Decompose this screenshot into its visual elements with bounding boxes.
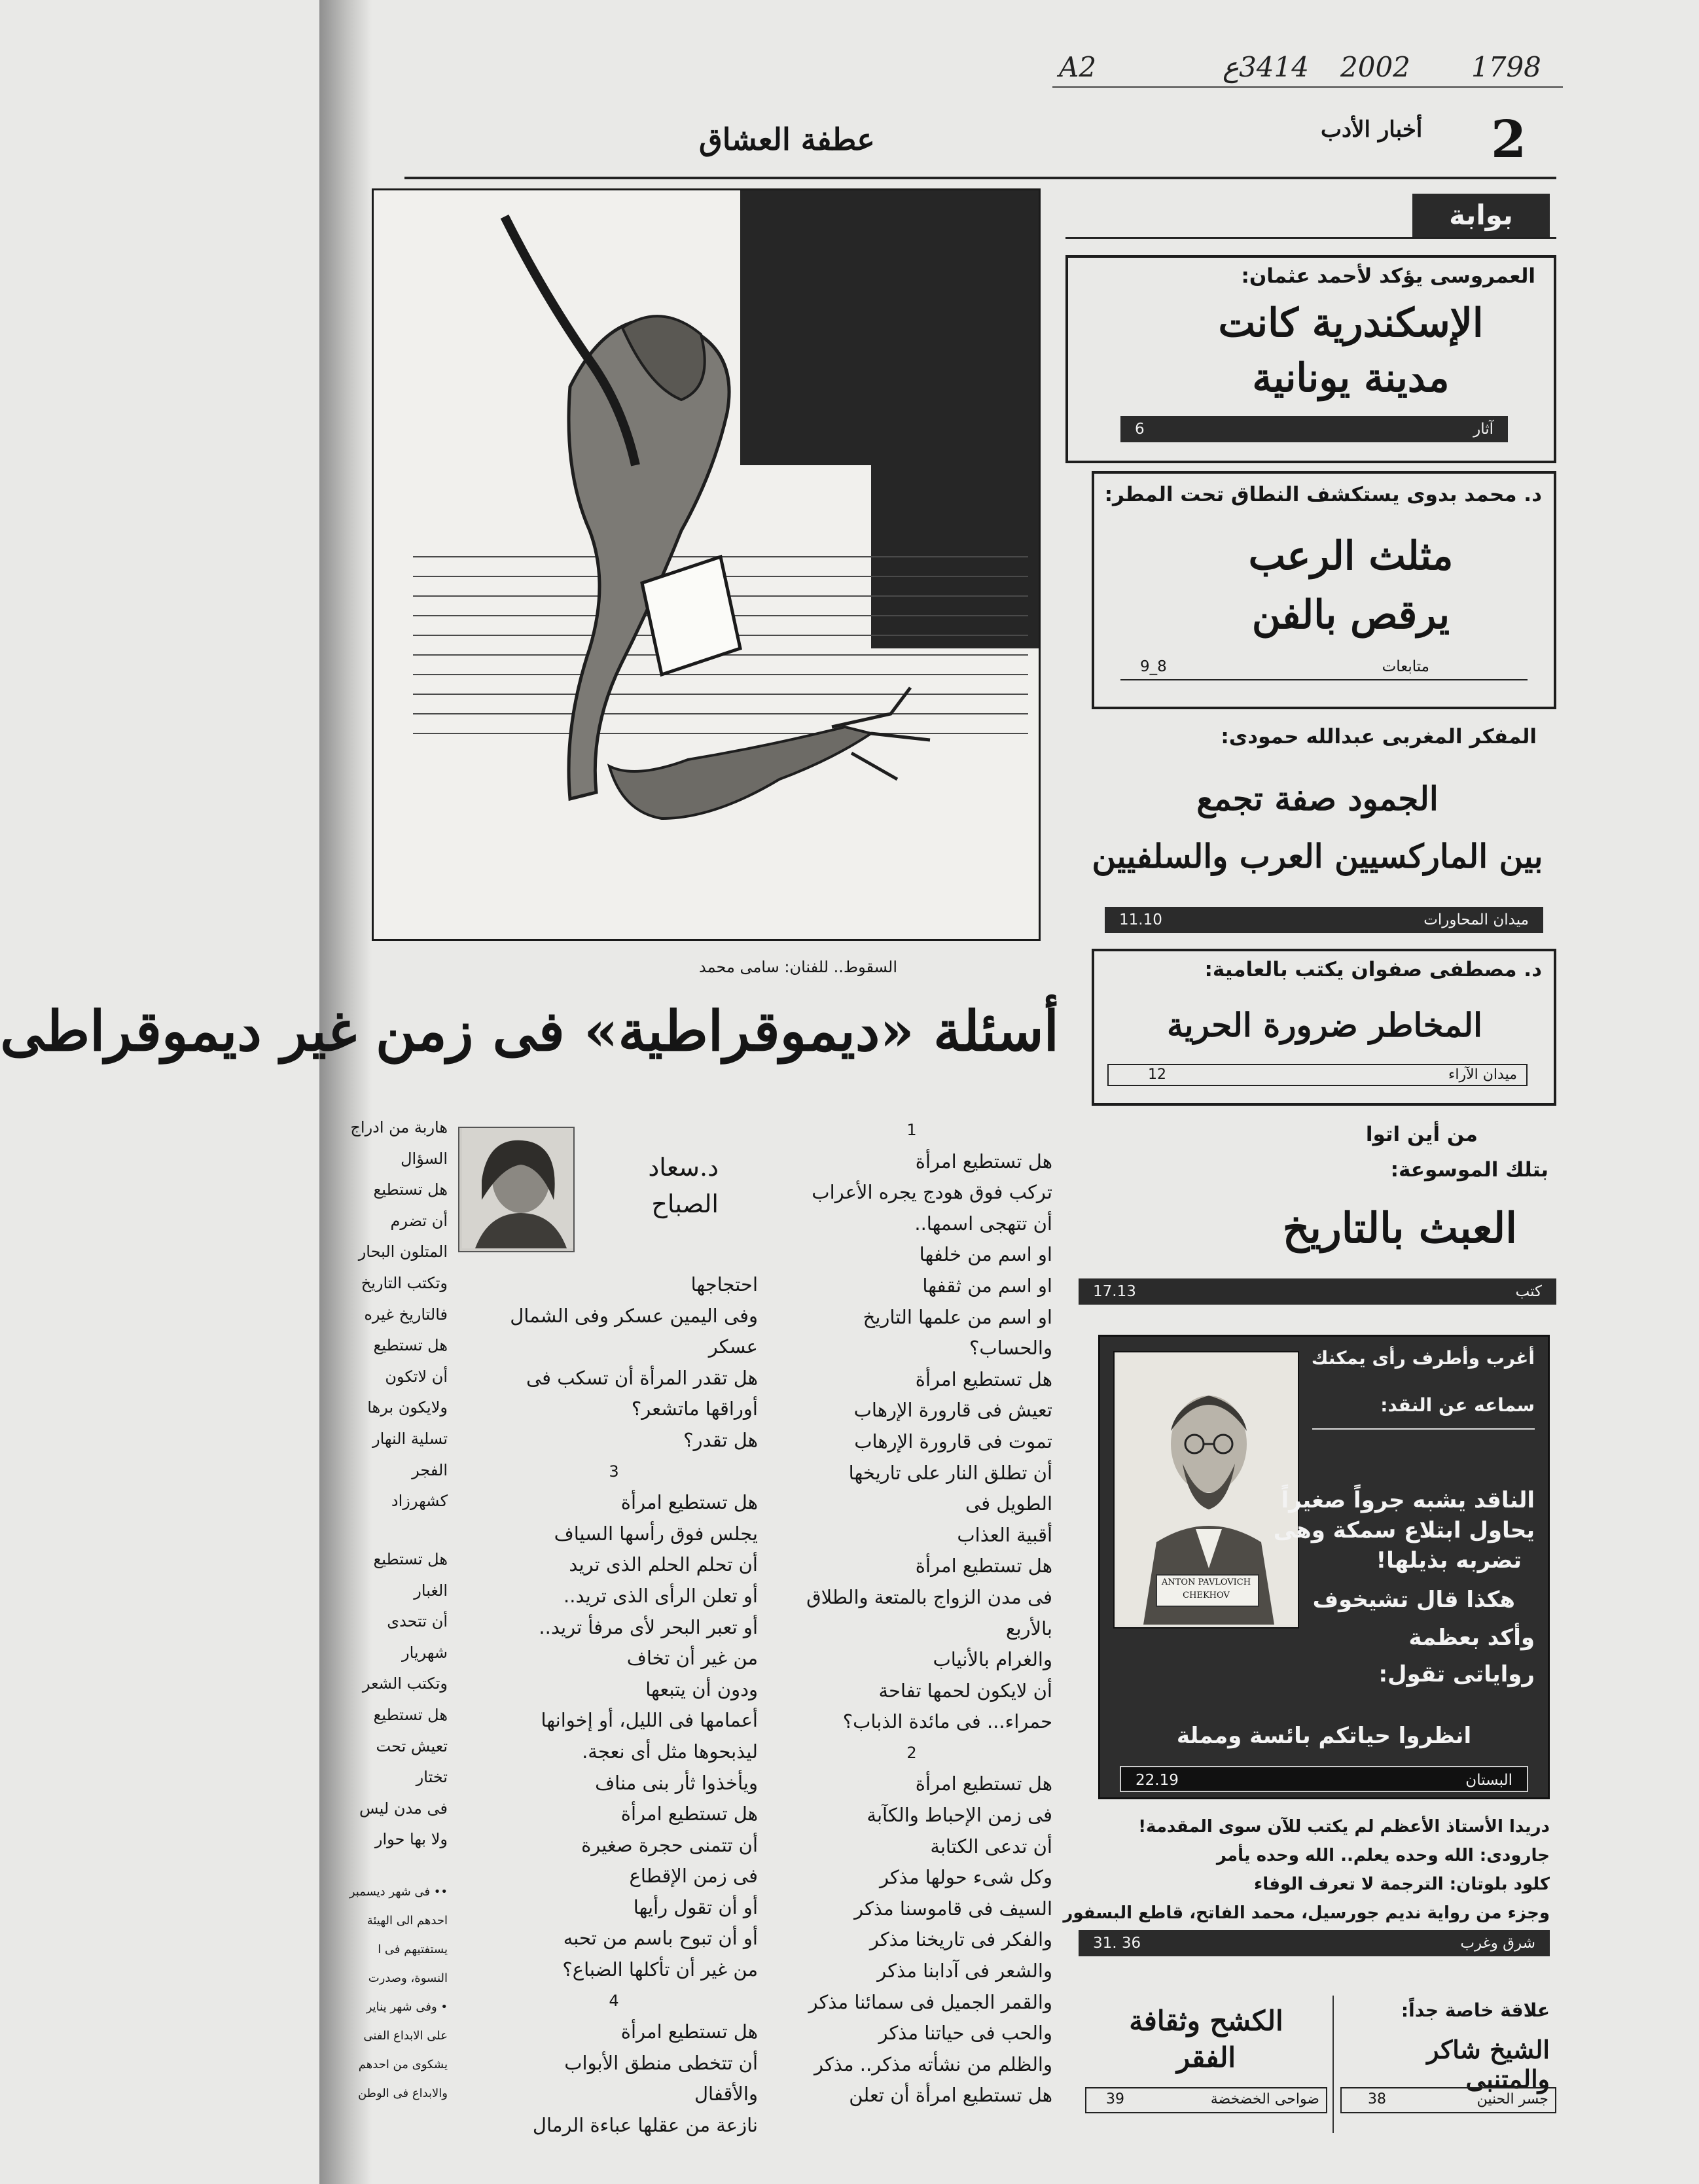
note-line: والابداع فى الوطن [357, 2087, 448, 2100]
article-title-clip [0, 995, 1059, 1080]
poem-line: أن تطلق النار على تاريخها [848, 1461, 1052, 1484]
story-kicker-2: بتلك الموسوعة: [1390, 1158, 1548, 1182]
poem-line: هل تستطيع [373, 1705, 448, 1724]
story-page: 38 [1368, 2091, 1386, 2107]
poem-line: بالأربع [1006, 1617, 1052, 1640]
poem-line: وتكتب التاريخ [361, 1273, 448, 1292]
promo-closing: انظروا حياتكم بائسة ومملة [1176, 1723, 1472, 1749]
poem-line: او اسم من خلفها [919, 1243, 1052, 1266]
note-line: يشكوى من احدهم [358, 2058, 448, 2071]
promo-quote-1: الناقد يشبه جرواً صغيراً [1281, 1487, 1535, 1513]
promo-line-2: سماعه عن النقد: [1380, 1394, 1535, 1416]
poem-line: يجلس فوق رأسها السياف [554, 1522, 758, 1545]
promo-page-bar [1120, 1766, 1528, 1792]
promo-line-1: أغرب وأطرف رأى يمكنك [1311, 1347, 1535, 1369]
poem-line: 4 [609, 1991, 619, 2010]
poem-line: والفكر فى تاريخنا مذكر [869, 1928, 1052, 1951]
poem-line: أو أن تبوح باسم من تحبه [563, 1927, 758, 1950]
portal-label: بوابة [1412, 194, 1550, 237]
story-box-safouan[interactable] [1092, 949, 1556, 1106]
story-page: 11.10 [1119, 911, 1162, 928]
poem-line: والشعر فى آدابنا مذكر [877, 1960, 1052, 1982]
poem-line: السيف فى قاموسنا مذكر [854, 1897, 1052, 1920]
portal-rule [1065, 237, 1556, 239]
poem-line: هل تستطيع [373, 1550, 448, 1568]
story-page: 8_9 [1140, 658, 1167, 675]
story-headline: الشيخ شاكر والمتنبى [1427, 2035, 1550, 2094]
teasers-page: 36 .31 [1093, 1935, 1141, 1952]
story-box-alexandria[interactable] [1065, 255, 1556, 463]
poem-line: هل تستطيع [373, 1180, 448, 1199]
publication-masthead: أخبار الأدب [1321, 116, 1423, 143]
poem-line: هل تقدر المرأة أن تسكب فى [526, 1366, 758, 1389]
poem-column-3-bottom [359, 1544, 448, 1856]
poem-line: حمراء... فى مائدة الذباب؟ [842, 1710, 1052, 1733]
story-headline: المخاطر ضرورة الحرية [1167, 1006, 1482, 1044]
poem-line: هل تقدر؟ [683, 1428, 758, 1451]
story-headline-line1: الإسكندرية كانت [1218, 300, 1484, 346]
poem-line: تركب فوق هودج يجره الأعراب [812, 1181, 1052, 1204]
poem-line: تعيش فى قارورة الإرهاب [853, 1399, 1052, 1422]
poem-line: وتكتب الشعر [362, 1674, 448, 1693]
poem-column-2 [470, 1269, 758, 2141]
handwritten-year: 2002 [1340, 51, 1410, 83]
poem-line: أو تعبر البحر لأى مرفأ تريد.. [539, 1615, 758, 1638]
author-name-line1: د.سعاد [648, 1153, 719, 1182]
poem-line: من غير أن تأكلها الضباع؟ [562, 1958, 758, 1981]
poem-line: 3 [609, 1462, 619, 1481]
poem-line: هل تستطيع امرأة [915, 1367, 1052, 1390]
poem-line: ويأخذوا ثأر بنى مناف [595, 1771, 758, 1794]
page-section-title: عطفة العشاق [699, 122, 875, 157]
portrait-caption-1: ANTON PAVLOVICH [1161, 1577, 1251, 1587]
poem-line: أن تدعى الكتابة [930, 1835, 1052, 1858]
teaser-item[interactable]: وجزء من رواية نديم جورسيل، محمد الفاتح، قاطع البسفور [1063, 1903, 1550, 1923]
poem-line: والقمر الجميل فى سمائنا مذكر [808, 1990, 1052, 2013]
poem-line: والحساب؟ [969, 1337, 1052, 1360]
handwritten-issue: 3414ع [1223, 51, 1309, 83]
poem-line: ودون أن يتبعها [645, 1678, 758, 1700]
story-page-bar [1079, 1278, 1556, 1305]
poem-line: تعيش تحت [376, 1736, 448, 1755]
poem-line: هل تستطيع امرأة [915, 1555, 1052, 1577]
poem-line: هل تستطيع [373, 1336, 448, 1355]
poem-line: من غير أن تخاف [626, 1647, 758, 1670]
poem-line: هل تستطيع امرأة [915, 1150, 1052, 1172]
poem-line: تسلية النهار [372, 1429, 448, 1448]
note-line: يستفتيهم فى ا [378, 1943, 448, 1956]
story-kicker: العمروسى يؤكد لأحمد عثمان: [1241, 264, 1535, 288]
story-section: ميدان الآراء [1448, 1066, 1517, 1083]
story-box-poverty[interactable] [1085, 1996, 1327, 2126]
article-illustration [372, 188, 1041, 941]
note-line: النسوة، وصدرت [368, 1971, 448, 1985]
author-photo [458, 1127, 575, 1252]
author-photo-illustration [462, 1128, 573, 1248]
story-section: آثار [1473, 421, 1493, 438]
story-headline-line1: الجمود صفة تجمع [1196, 779, 1439, 818]
poem-line: هل تستطيع امرأة [915, 1772, 1052, 1795]
story-page-frame [1340, 2087, 1556, 2113]
poem-line: والأقفال [694, 2083, 758, 2105]
story-box-hammoudi[interactable] [1079, 720, 1556, 942]
teasers-section: شرق وغرب [1460, 1935, 1535, 1952]
poem-line: أو تعلن الرأى الذى تريد.. [563, 1584, 758, 1607]
illustration-caption: السقوط.. للفنان: سامى محمد [699, 958, 898, 976]
poem-line: والظلم من نشأته مذكر.. مذكر [814, 2052, 1052, 2075]
promo-quote-3: تضربه بذيلها! [1376, 1547, 1522, 1574]
story-section: كتب [1515, 1283, 1542, 1300]
story-page-bar [1105, 907, 1543, 933]
poem-line: الطويل فى [965, 1492, 1052, 1515]
promo-middle-2: وأكد بعظمة [1408, 1625, 1535, 1651]
poem-line: وكل شىء حولها مذكر [879, 1866, 1052, 1889]
story-kicker: د. مصطفى صفوان يكتب بالعامية: [1204, 958, 1542, 981]
poem-line: هل تستطيع امرأة [620, 2020, 758, 2043]
poem-line: أن تضرم [390, 1211, 448, 1230]
promo-chekhov[interactable] [1098, 1335, 1550, 1799]
chekhov-portrait [1113, 1351, 1299, 1629]
story-page: 17.13 [1093, 1283, 1136, 1300]
promo-middle-1: هكذا قال تشيخوف [1312, 1587, 1515, 1613]
story-box-history[interactable] [1079, 1112, 1556, 1322]
poem-line: أن لايكون لحمها تفاحة [878, 1679, 1052, 1702]
poem-line: 2 [906, 1743, 917, 1762]
header-rule [404, 177, 1556, 179]
teaser-item[interactable]: دريدا الأستاذ الأعظم لم يكتب للآن سوى المقدمة! [1138, 1817, 1550, 1837]
poem-line: أن تحلم الحلم الذى تريد [569, 1553, 758, 1576]
teaser-item[interactable]: جارودى: الله وحده يعلم.. الله وحده يأمر [1216, 1846, 1550, 1865]
poem-line: هل تستطيع امرأة [620, 1491, 758, 1514]
poem-line: فى مدن ليس [359, 1799, 448, 1818]
poem-line: أن تتحدى [387, 1612, 448, 1631]
poem-line: أن تتخطى منطق الأبواب [564, 2051, 758, 2074]
poem-line: 1 [906, 1121, 917, 1139]
poem-line: او اسم من علمها التاريخ [863, 1305, 1052, 1328]
poem-line: وفى اليمين عسكر وفى الشمال [510, 1304, 758, 1327]
poem-line: هل تستطيع امرأة [620, 1803, 758, 1825]
poem-line: كشهرزاد [391, 1492, 448, 1511]
story-headline: العبث بالتاريخ [1282, 1204, 1517, 1253]
scan-edge-shadow [319, 0, 372, 2184]
poem-line: أن تتمنى حجرة صغيرة [581, 1833, 758, 1856]
poem-line: ولايكون برها [367, 1398, 448, 1417]
poem-line: أعمامها فى الليل، أو إخوانها [541, 1709, 758, 1732]
poem-line: والغرام بالأنياب [933, 1648, 1052, 1671]
story-section: جسر الحنين [1476, 2091, 1548, 2107]
handwritten-underline [1052, 86, 1563, 88]
story-section: متابعات [1382, 658, 1429, 675]
story-kicker-1: من أين اتوا [1365, 1123, 1478, 1146]
portrait-caption-2: CHEKHOV [1183, 1591, 1230, 1600]
poem-line: الغبار [414, 1581, 448, 1600]
poem-line: الفجر [412, 1460, 448, 1479]
story-rule [1120, 679, 1528, 680]
story-headline-line2: مدينة يونانية [1252, 355, 1450, 401]
note-line: احدهم الى الهيئة [367, 1914, 448, 1928]
story-headline-line1: الكشح وثقافة [1129, 2005, 1283, 2037]
poem-line: المتلون البحار [358, 1242, 448, 1261]
poem-line: هاربة من ادراج [350, 1118, 448, 1136]
poem-line: فى مدن الزواج بالمتعة والطلاق [806, 1585, 1052, 1608]
poem-line: هل تستطيع امرأة أن تعلن [849, 2084, 1052, 2107]
note-line: •• فى شهر ديسمبر [349, 1885, 448, 1899]
promo-middle-3: رواياتى تقول: [1378, 1661, 1535, 1687]
handwritten-number: 1798 [1471, 51, 1541, 83]
poem-line: فى زمن الإقطاع [629, 1865, 758, 1888]
page-number: 2 [1491, 110, 1527, 169]
poem-line: ليذبحوها مثل أى نعجة. [582, 1740, 758, 1763]
teaser-item[interactable]: كلود بلوتان: الترجمة لا تعرف الوفاء [1253, 1875, 1550, 1894]
story-page: 12 [1148, 1066, 1166, 1083]
story-box-shaker[interactable] [1340, 1996, 1556, 2126]
story-kicker: علاقة خاصة جداً: [1401, 1999, 1550, 2021]
story-page-bar [1120, 416, 1508, 442]
teasers-page-bar [1079, 1930, 1550, 1956]
story-section: ضواحى الخضخضة [1210, 2091, 1319, 2107]
poem-line: شهريار [402, 1643, 448, 1662]
poem-line: أن لاتكون [385, 1367, 448, 1386]
promo-quote-2: يحاول ابتلاع سمكة وهى [1273, 1517, 1535, 1543]
poem-line: أو أن تقول رأيها [633, 1895, 758, 1918]
promo-section: البستان [1465, 1772, 1512, 1789]
story-headline-line2: الفقر [1176, 2041, 1236, 2073]
promo-page: 22.19 [1136, 1772, 1179, 1789]
falling-figure-illustration [374, 190, 1039, 939]
story-page-frame [1085, 2087, 1327, 2113]
poem-column-1 [771, 1115, 1052, 2111]
author-name [581, 1149, 719, 1222]
poem-column-3-top [350, 1112, 448, 1517]
story-page: 6 [1135, 421, 1145, 438]
handwritten-code: A2 [1059, 51, 1097, 83]
story-section: ميدان المحاورات [1423, 911, 1529, 928]
author-name-line2: الصباح [651, 1189, 719, 1218]
poem-line: فالتاريخ غيره [364, 1305, 448, 1324]
story-page-frame [1107, 1064, 1528, 1086]
teaser-list [1063, 1812, 1550, 1928]
poem-line: السؤال [401, 1149, 448, 1168]
poem-line: عسكر [708, 1335, 758, 1358]
poem-line: ولا بها حوار [374, 1830, 448, 1849]
poem-line: تموت فى قارورة الإرهاب [854, 1430, 1052, 1453]
poem-line: احتجاجها [690, 1273, 758, 1295]
story-kicker: المفكر المغربى عبدالله حمودى: [1221, 725, 1537, 749]
story-headline-line2: بين الماركسيين العرب والسلفيين [1092, 837, 1543, 875]
poem-line: أوراقها ماتشعر؟ [631, 1398, 758, 1420]
poem-line: أن تتهجى اسمها.. [914, 1212, 1052, 1235]
poem-line: نازعة من عقلها عباءة الرمال [532, 2114, 758, 2137]
story-headline-line2: يرقص بالفن [1251, 592, 1450, 638]
note-line: • وفى شهر يناير [366, 2000, 448, 2014]
poem-line: فى زمن الإحباط والكآبة [867, 1804, 1052, 1827]
story-headline-line1: مثلث الرعب [1248, 533, 1454, 579]
article-title: أسئلة «ديموقراطية» فى زمن غير ديموقراطى [0, 998, 1059, 1063]
note-line: على الابداع الفنى [363, 2029, 448, 2043]
poem-line: تختار [416, 1768, 448, 1787]
promo-rule [1312, 1428, 1535, 1430]
story-kicker: د. محمد بدوى يستكشف النطاق تحت المطر: [1104, 483, 1542, 506]
story-page: 39 [1106, 2091, 1124, 2107]
poem-line: والحب فى حياتنا مذكر [878, 2022, 1052, 2045]
poem-line: او اسم من ثقفها [922, 1274, 1052, 1297]
poem-notes [349, 1878, 448, 2108]
poem-line: أقبية العذاب [957, 1523, 1052, 1546]
bottom-divider [1332, 1996, 1334, 2133]
story-box-triangle[interactable] [1092, 471, 1556, 709]
